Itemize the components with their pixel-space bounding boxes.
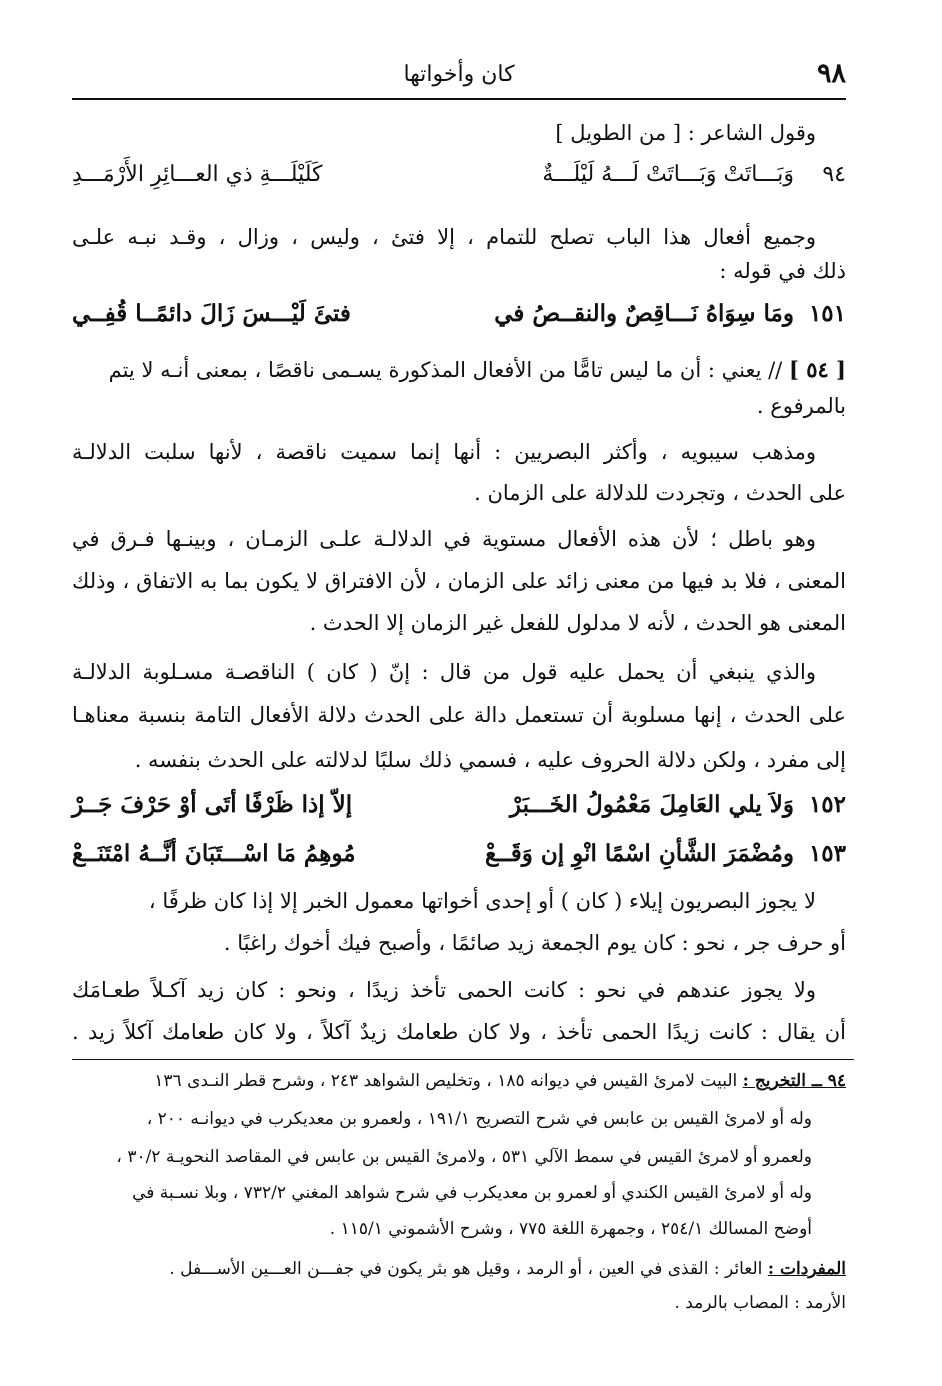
verse-153 [72, 838, 846, 876]
footnote-line: الأرمد : المصاب بالرمد . [674, 1293, 846, 1313]
verse-152 [72, 789, 846, 827]
footnote-line [72, 1068, 846, 1094]
paragraph-line: وجميع أفعال هذا الباب تصلح للتمام ، إلا فتئ ، وليس ، وزال ، وقـد نبـه علـى [72, 225, 816, 249]
paragraph-line: المعنى ، فلا بد فيها من معنى زائد على الزمان ، لأن الافتراق لا يكون بما به الاتفاق ، وذلك [72, 569, 846, 593]
running-title: كان وأخواتها [403, 62, 515, 87]
paragraph-line: إلى مفرد ، ولكن دلالة الحروف عليه ، فسمي ذلك سلبًا لدلالته على الحدث بنفسه . [134, 748, 846, 772]
verse-hemistich-second: كَلَيْلَـــةِ ذي العـــائِرِ الأَرْمَـــدِ [72, 162, 323, 187]
footnote-label: ٩٤ ــ التخريج : [742, 1071, 846, 1091]
verse-hemistich-second: فتئَ لَيْـــسَ زَالَ دائمًــا قُفِــي [72, 300, 351, 327]
footnote-divider [72, 1059, 854, 1060]
verse-number: ١٥٢ [808, 791, 846, 818]
footnote-line: وله أو لامرئ القيس الكندي أو لعمرو بن معديكرب في شرح شواهد المغني ٧٣٢/٢ ، وبلا نسـبة في [132, 1183, 812, 1203]
verse-151 [72, 298, 846, 336]
poet-intro: وقول الشاعر : [ من الطويل ] [555, 121, 816, 145]
footnote-line: وله أو لامرئ القيس بن عابس في شرح التصريح ١٩١/١ ، ولعمرو بن معديكرب في ديوانـه ٢٠٠ ، [146, 1109, 812, 1129]
footnote-text: البيت لامرئ القيس في ديوانه ١٨٥ ، وتخليص الشواهد ٢٤٣ ، وشرح قطر النـدى ١٣٦ [154, 1071, 738, 1091]
paragraph-line: أن يقال : كانت زيدًا الحمى تأخذ ، ولا كان طعامك زيدٌ آكلاً ، ولا كان طعامك آكلاً زيد . [72, 1020, 846, 1044]
paragraph-line: وهو باطل ؛ لأن هذه الأفعال مستوية في الدلالـة علـى الزمـان ، وبينـها فـرق في [72, 527, 816, 551]
paragraph-line: المعنى هو الحدث ، لأنه لا مدلول للفعل غير الزمان إلا الحدث . [309, 611, 846, 635]
footnote-line [72, 1256, 846, 1282]
verse-94 [72, 160, 846, 198]
paragraph-line: ذلك في قوله : [719, 259, 846, 283]
paragraph-line: ولا يجوز عندهم في نحو : كانت الحمى تأخذ زيدًا ، ونحو : كان زيد آكـلاً طعـامَك [72, 978, 816, 1002]
footnote-text: العائر : القذى في العين ، أو الرمد ، وقيل هو بثر يكون في جفـــن العـــين الأســـفل . [169, 1259, 763, 1279]
footnote-line: ولعمرو أو لامرئ القيس في سمط الآلي ٥٣١ ، ولامرئ القيس بن عابس في المقاصد النحويـة ٣٠/٢ ، [116, 1147, 812, 1167]
section-marker: [ ٥٤ ] [788, 357, 846, 382]
verse-number: ١٥٣ [808, 840, 846, 867]
paragraph-line: لا يجوز البصريون إيلاء ( كان ) أو إحدى أخواتها معمول الخبر إلا إذا كان ظرفًا ، [148, 889, 816, 913]
verse-hemistich-first: ومَا سِوَاهُ نَـــاقِصٌ والنقــصُ في [494, 300, 794, 327]
paragraph-line: والذي ينبغي أن يحمل عليه قول من قال : إنّ ( كان ) الناقصـة مسـلوبة الدلالـة [72, 660, 816, 684]
verse-hemistich-first: وَلاَ يلي العَامِلَ مَعْمُولُ الخَـــبَرْ [509, 791, 794, 818]
footnote-line: أوضح المسالك ٢٥٤/١ ، وجمهرة اللغة ٧٧٥ ، وشرح الأشموني ١١٥/١ . [329, 1219, 812, 1239]
paragraph-line: على الحدث ، وتجردت للدلالة على الزمان . [474, 481, 846, 505]
verse-hemistich-first: ومُضْمَرَ الشَّأنِ اسْمًا انْوِ إن وَقَــعْ [485, 840, 794, 867]
paragraph-text: // يعني : أن ما ليس تامًّا من الأفعال المذكورة يسـمى ناقصًا ، بمعنى أنـه لا يتم [108, 358, 783, 382]
paragraph-line: على الحدث ، إنها مسلوبة أن تستعمل دالة على الحدث دلالة الأفعال التامة بنسبة معناهـا [72, 703, 846, 727]
verse-number: ٩٤ [822, 162, 846, 187]
paragraph-line: بالمرفوع . [756, 394, 846, 418]
footnote-label: المفردات : [767, 1259, 846, 1279]
verse-number: ١٥١ [808, 300, 846, 327]
page-header [72, 58, 846, 100]
page-number: ٩٨ [816, 58, 846, 89]
paragraph-line [72, 355, 846, 385]
verse-hemistich-second: مُوهِمُ مَا اسْـــتَبَانَ أنَّــهُ امْتَنَــعْ [72, 840, 356, 867]
verse-hemistich-first: وَبَـــاتَتْ وَبَـــاتَتْ لَـــهُ لَيْلَـــةٌ [542, 162, 794, 187]
paragraph-line: ومذهب سيبويه ، وأكثر البصريين : أنها إنما سميت ناقصة ، لأنها سلبت الدلالـة [72, 440, 816, 464]
paragraph-line: أو حرف جر ، نحو : كان يوم الجمعة زيد صائمًا ، وأصبح فيك أخوك راغبًا . [223, 931, 846, 955]
verse-hemistich-second: إلاّ إذا ظَرْفًا أتَى أوْ حَرْفَ جَــرْ [72, 791, 353, 818]
